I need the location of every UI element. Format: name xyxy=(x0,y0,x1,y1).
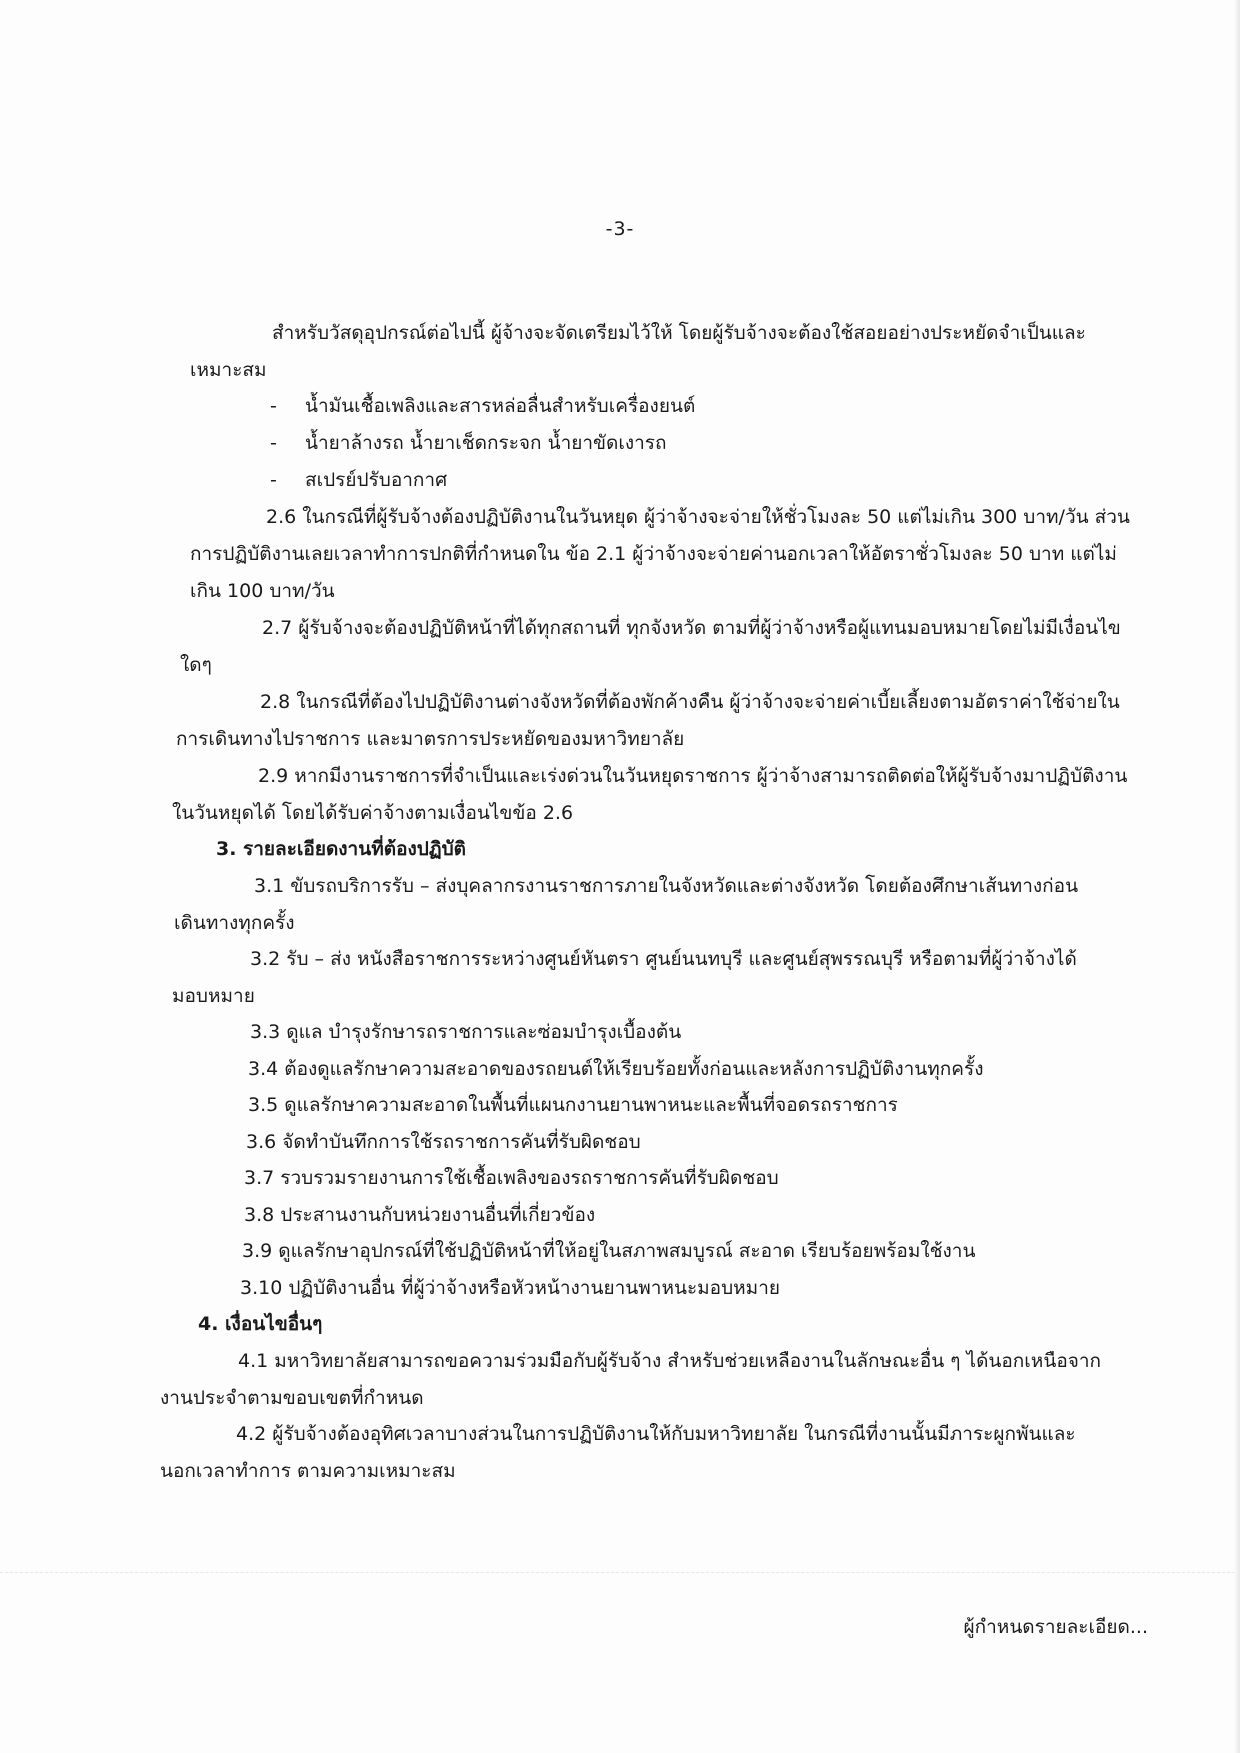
clause-3-2-line-2: มอบหมาย xyxy=(172,985,255,1007)
clause-item: 3.7 รวบรวมรายงานการใช้เชื้อเพลิงของรถราชการคันที่รับผิดชอบ xyxy=(244,1167,779,1189)
page-edge-shadow xyxy=(1234,0,1240,1753)
clause-item: 3.4 ต้องดูแลรักษาความสะอาดของรถยนต์ให้เรียบร้อยทั้งก่อนและหลังการปฏิบัติงานทุกครั้ง xyxy=(248,1058,984,1080)
clause-2-8-line-2: การเดินทางไปราชการ และมาตรการประหยัดของมหาวิทยาลัย xyxy=(176,728,685,750)
continuation-note: ผู้กำหนดรายละเอียด... xyxy=(963,1616,1148,1638)
clause-item: 3.6 จัดทำบันทึกการใช้รถราชการคันที่รับผิดชอบ xyxy=(246,1131,641,1153)
clause-3-1-line-2: เดินทางทุกครั้ง xyxy=(174,912,295,934)
clause-item: 3.8 ประสานงานกับหน่วยงานอื่นที่เกี่ยวข้อง xyxy=(244,1204,596,1226)
list-bullet: - xyxy=(270,432,277,454)
clause-4-2-line-1: 4.2 ผู้รับจ้างต้องอุทิศเวลาบางส่วนในการปฏิบัติงานให้กับมหาวิทยาลัย ในกรณีที่งานนั้นมีภาระผูกพันและ xyxy=(236,1423,1076,1445)
clause-item: 3.9 ดูแลรักษาอุปกรณ์ที่ใช้ปฏิบัติหน้าที่ให้อยู่ในสภาพสมบูรณ์ สะอาด เรียบร้อยพร้อมใช้งาน xyxy=(242,1240,976,1262)
clause-2-8-line-1: 2.8 ในกรณีที่ต้องไปปฏิบัติงานต่างจังหวัดที่ต้องพักค้างคืน ผู้ว่าจ้างจะจ่ายค่าเบี้ยเลี้ยงตามอัตราค่าใช้จ่ายใน xyxy=(260,691,1120,713)
section-3-heading: 3. รายละเอียดงานที่ต้องปฏิบัติ xyxy=(216,838,466,860)
scan-noise-line xyxy=(0,1572,1240,1575)
list-bullet: - xyxy=(270,395,277,417)
clause-item: 3.5 ดูแลรักษาความสะอาดในพื้นที่แผนกงานยานพาหนะและพื้นที่จอดรถราชการ xyxy=(248,1094,898,1116)
supply-item: น้ำมันเชื้อเพลิงและสารหล่อลื่นสำหรับเครื่องยนต์ xyxy=(305,395,696,417)
clause-4-1-line-1: 4.1 มหาวิทยาลัยสามารถขอความร่วมมือกับผู้รับจ้าง สำหรับช่วยเหลืองานในลักษณะอื่น ๆ ได้นอกเหนือจาก xyxy=(238,1350,1102,1372)
clause-4-2-line-2: นอกเวลาทำการ ตามความเหมาะสม xyxy=(160,1460,456,1482)
clause-item: 3.10 ปฏิบัติงานอื่น ที่ผู้ว่าจ้างหรือหัวหน้างานยานพาหนะมอบหมาย xyxy=(240,1277,781,1299)
clause-2-9-line-1: 2.9 หากมีงานราชการที่จำเป็นและเร่งด่วนในวันหยุดราชการ ผู้ว่าจ้างสามารถติดต่อให้ผู้รับจ้างมาปฏิบัติงาน xyxy=(258,765,1128,787)
supply-item: น้ำยาล้างรถ น้ำยาเช็ดกระจก น้ำยาขัดเงารถ xyxy=(305,432,667,454)
clause-2-7-line-2: ใดๆ xyxy=(180,654,212,676)
clause-3-2-line-1: 3.2 รับ – ส่ง หนังสือราชการระหว่างศูนย์หันตรา ศูนย์นนทบุรี และศูนย์สุพรรณบุรี หรือตามที่ผู้ว่าจ้างได้ xyxy=(250,948,1077,970)
clause-3-1-line-1: 3.1 ขับรถบริการรับ – ส่งบุคลากรงานราชการภายในจังหวัดและต่างจังหวัด โดยต้องศึกษาเส้นทางก่อน xyxy=(254,875,1079,897)
intro-line-1: สำหรับวัสดุอุปกรณ์ต่อไปนี้ ผู้จ้างจะจัดเตรียมไว้ให้ โดยผู้รับจ้างจะต้องใช้สอยอย่างประหยัดจำเป็นและ xyxy=(272,322,1086,344)
clause-item: 3.3 ดูแล บำรุงรักษารถราชการและซ่อมบำรุงเบื้องต้น xyxy=(250,1021,682,1043)
clause-2-7-line-1: 2.7 ผู้รับจ้างจะต้องปฏิบัติหน้าที่ได้ทุกสถานที่ ทุกจังหวัด ตามที่ผู้ว่าจ้างหรือผู้แทนมอบหมายโดยไม่มีเงื่อนไข xyxy=(262,617,1121,639)
intro-line-2: เหมาะสม xyxy=(190,359,267,381)
list-bullet: - xyxy=(270,469,277,491)
clause-2-6-line-3: เกิน 100 บาท/วัน xyxy=(190,580,335,602)
clause-2-9-line-2: ในวันหยุดได้ โดยได้รับค่าจ้างตามเงื่อนไขข้อ 2.6 xyxy=(172,802,574,824)
page-number: -3- xyxy=(605,218,635,240)
clause-4-1-line-2: งานประจำตามขอบเขตที่กำหนด xyxy=(160,1387,424,1409)
supply-item: สเปรย์ปรับอากาศ xyxy=(305,469,448,491)
clause-2-6-line-1: 2.6 ในกรณีที่ผู้รับจ้างต้องปฏิบัติงานในวันหยุด ผู้ว่าจ้างจะจ่ายให้ชั่วโมงละ 50 แต่ไม่เกิน 300 บาท/วัน ส่วน xyxy=(266,506,1130,528)
section-4-heading: 4. เงื่อนไขอื่นๆ xyxy=(198,1313,323,1335)
clause-2-6-line-2: การปฏิบัติงานเลยเวลาทำการปกติที่กำหนดใน ข้อ 2.1 ผู้ว่าจ้างจะจ่ายค่านอกเวลาให้อัตราชั่วโมงละ 50 บาท แต่ไม่ xyxy=(190,543,1117,565)
